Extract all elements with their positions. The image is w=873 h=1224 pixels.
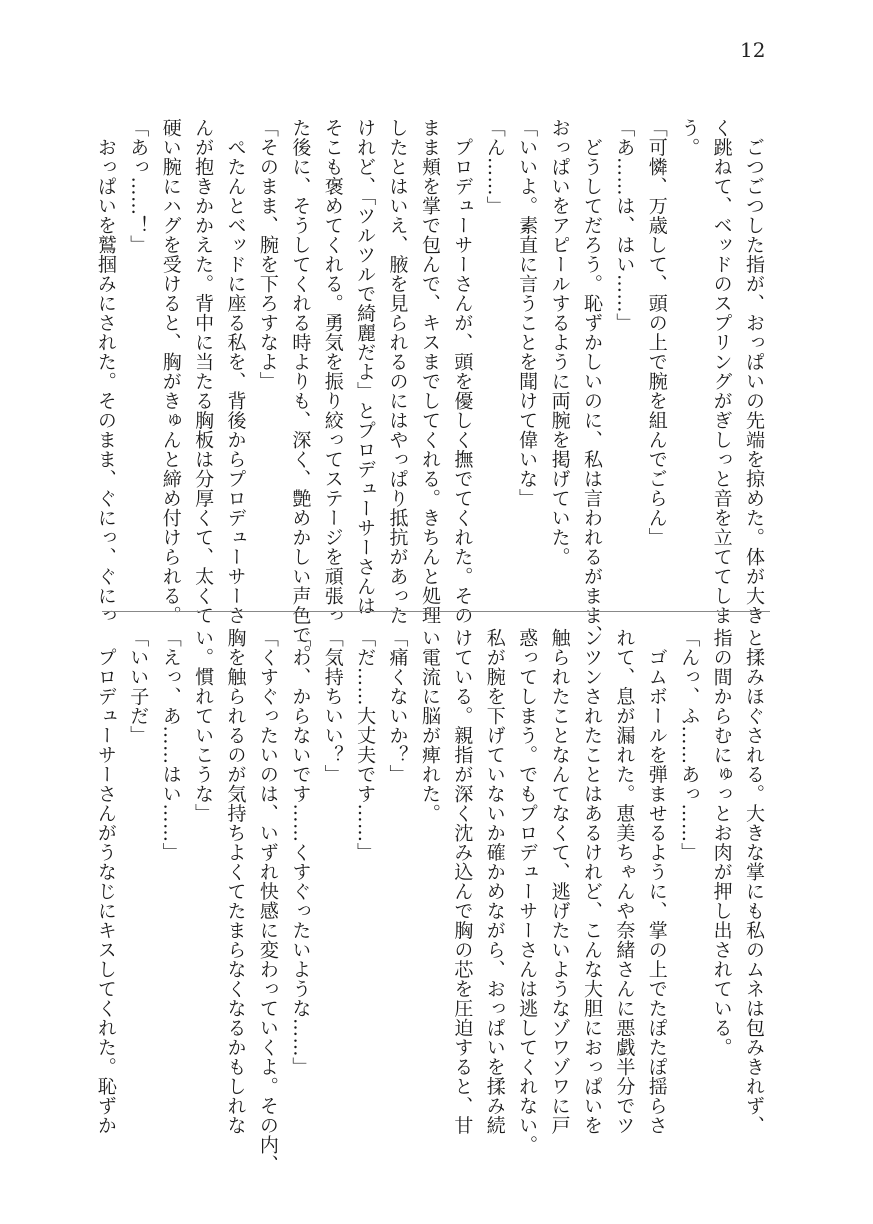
text-line: 「あ……は、はい……」	[613, 118, 636, 333]
text-line: 硬い腕にハグを受けると、胸がきゅんと締め付けられる。	[159, 118, 182, 625]
text-line: ゴムボールを弾ませるように、掌の上でたぽたぽ揺らさ	[645, 628, 668, 1135]
text-line: そこも褒めてくれる。勇気を振り絞ってステージを頑張っ	[321, 118, 344, 625]
text-line: んが抱きかかえた。背中に当たる胸板は分厚くて、太くて	[192, 118, 215, 625]
lower-text-block	[94, 628, 770, 1174]
text-line: く跳ねて、ベッドのスプリングがぎしっと音を立ててしま	[710, 118, 733, 625]
text-line: まま頬を掌で包んで、キスまでしてくれる。きちんと処理	[418, 118, 441, 625]
text-line: 「痛くないか？」	[386, 628, 409, 784]
text-line: と揉みほぐされる。大きな掌にも私のムネは包みきれず、	[743, 628, 765, 1135]
text-line: 「くすぐったいのは、いずれ快感に変わっていくよ。その内、	[256, 628, 279, 1174]
text-line: 「気持ちいい？」	[321, 628, 344, 784]
text-line: 惑ってしまう。でもプロデューサーさんは逃してくれない。	[516, 628, 539, 1155]
text-line: 「いいよ。素直に言うことを聞けて偉いな」	[516, 118, 539, 508]
text-line: どうしてだろう。恥ずかしいのに、私は言われるがまま、	[580, 118, 603, 645]
text-line: プロデューサーさんがうなじにキスしてくれた。恥ずか	[94, 628, 117, 1135]
column-divider	[102, 611, 770, 612]
text-line: けている。親指が深く沈み込んで胸の芯を圧迫すると、甘	[451, 628, 474, 1135]
text-line: 私が腕を下げていないか確かめながら、おっぱいを揉み続	[483, 628, 506, 1135]
text-line: したとはいえ、腋を見られるのにはやっぱり抵抗があった	[386, 118, 409, 625]
text-line: う。	[678, 118, 701, 157]
text-line: 胸を触られるのが気持ちよくてたまらなくなるかもしれな	[224, 628, 247, 1135]
text-line: 「そのまま、腕を下ろすなよ」	[256, 118, 279, 391]
text-line: プロデューサーさんが、頭を優しく撫でてくれた。その	[451, 118, 474, 625]
text-line: ごつごつした指が、おっぱいの先端を掠めた。体が大き	[743, 118, 765, 625]
text-line: ンツンされたことはあるけれど、こんな大胆におっぱいを	[580, 628, 603, 1135]
text-line: れて、息が漏れた。恵美ちゃんや奈緒さんに悪戯半分でツ	[613, 628, 636, 1135]
text-line: ぺたんとベッドに座る私を、背後からプロデューサーさ	[224, 118, 247, 625]
text-line: 「だ……大丈夫です……」	[354, 628, 377, 862]
text-line: 触られたことなんてなくて、逃げたいようなゾワゾワに戸	[548, 628, 571, 1135]
text-line: た後に、そうしてくれる時よりも、深く、艶めかしい声色で。	[289, 118, 312, 664]
text-line: けれど、「ツルツルで綺麗だよ」とプロデューサーさんは	[354, 118, 377, 616]
text-line: 「んっ、ふ……あっ……」	[678, 628, 701, 862]
text-line: 「ん……」	[483, 118, 506, 216]
text-line: おっぱいをアピールするように両腕を掲げていた。	[548, 118, 571, 567]
upper-text-block	[94, 118, 770, 664]
text-line: 「わ、からないです……くすぐったいような……」	[289, 628, 312, 1077]
text-line: 「可憐、万歳して、頭の上で腕を組んでごらん」	[645, 118, 668, 547]
text-line: い。慣れていこうな」	[192, 628, 215, 823]
text-line: 「いい子だ」	[127, 628, 150, 745]
text-line: 指の間からむにゅっとお肉が押し出されている。	[710, 628, 733, 1057]
page-number: 12	[740, 38, 766, 62]
text-line: い電流に脳が痺れた。	[418, 628, 441, 823]
text-line: 「あっ……！」	[127, 118, 150, 255]
text-line: おっぱいを鷲掴みにされた。そのまま、ぐにっ、ぐにっ	[94, 118, 117, 625]
text-line: 「えっ、あ……はい……」	[159, 628, 182, 862]
